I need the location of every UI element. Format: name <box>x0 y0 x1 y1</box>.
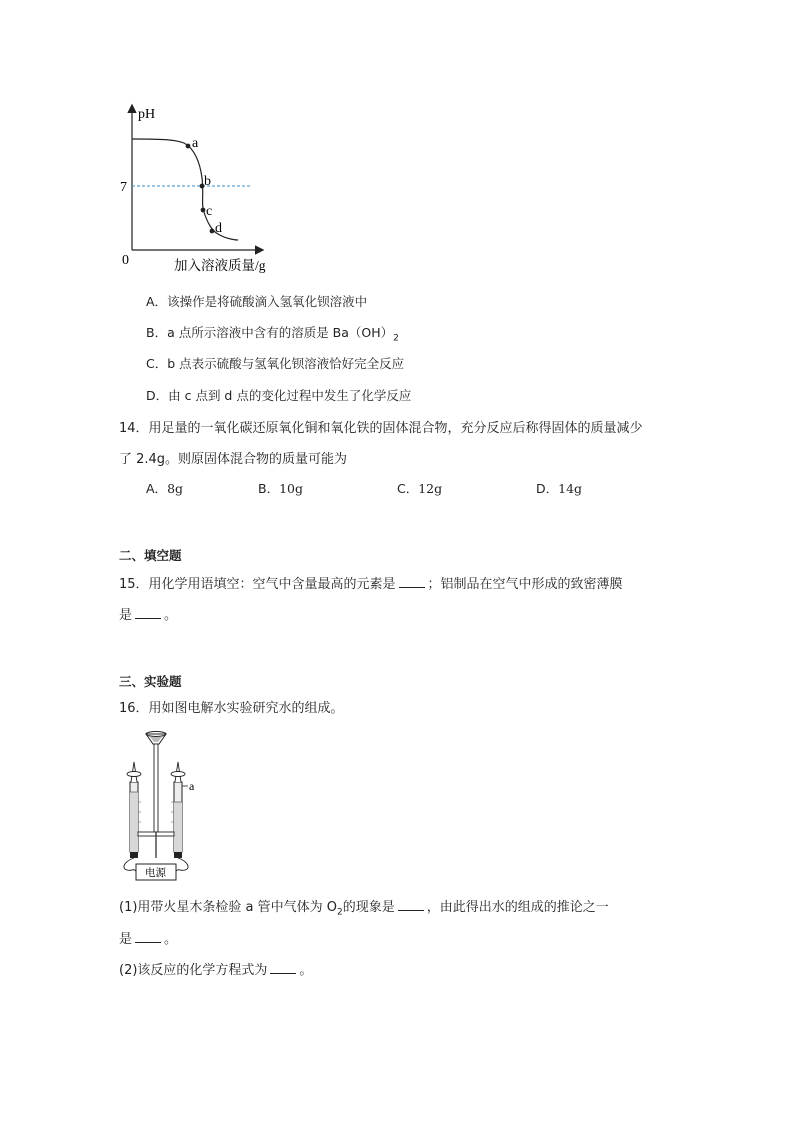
y-axis-label: pH <box>138 107 156 122</box>
answer-blank[interactable] <box>270 961 296 974</box>
point-label-d: d <box>215 221 222 236</box>
option-value: 12g <box>418 481 443 496</box>
q14-option-c <box>397 479 442 497</box>
option-letter: A． <box>146 481 168 496</box>
option-text: 该操作是将硫酸滴入氢氧化钡溶液中 <box>167 294 368 309</box>
q16-sub1-text-d: 是 <box>119 932 133 947</box>
option-value: 10g <box>279 481 303 496</box>
q15-text-a: 15．用化学用语填空：空气中含量最高的元素是 <box>119 577 396 592</box>
q15-text-b: ；铝制品在空气中形成的致密薄膜 <box>427 577 623 592</box>
answer-blank[interactable] <box>399 575 425 588</box>
q13-option-c <box>146 354 404 372</box>
point-label-a: a <box>192 136 199 151</box>
q16-sub1-text-b: 的现象是 <box>342 900 395 915</box>
q15-line1 <box>119 573 623 592</box>
answer-blank[interactable] <box>135 930 161 943</box>
q15-text-c: 是 <box>119 608 133 623</box>
left-stopcock <box>127 772 141 777</box>
option-letter: D． <box>146 388 169 403</box>
origin-label: 0 <box>122 253 129 268</box>
q13-option-a <box>146 292 367 310</box>
option-text: 由 c 点到 d 点的变化过程中发生了化学反应 <box>168 388 412 403</box>
q14-stem-line1: 14．用足量的一氧化碳还原氧化铜和氧化铁的固体混合物，充分反应后称得固体的质量减少 <box>119 421 643 436</box>
point-label-b: b <box>204 174 211 189</box>
electrolysis-apparatus-diagram <box>112 722 216 882</box>
point-label-c: c <box>206 204 213 219</box>
tube-a-label: a <box>189 779 195 793</box>
q14-option-b <box>258 479 303 497</box>
option-value: 14g <box>558 481 583 496</box>
ph-curve <box>132 139 238 240</box>
subscript: 2 <box>393 333 399 344</box>
power-supply-label: 电源 <box>145 867 166 879</box>
option-letter: D． <box>536 481 559 496</box>
section-3-title: 三、实验题 <box>119 674 182 689</box>
q14-option-d <box>536 479 582 497</box>
q14-option-a <box>146 479 183 497</box>
answer-blank[interactable] <box>398 898 424 911</box>
option-letter: B． <box>146 325 168 340</box>
q16-sub2-text-b: 。 <box>299 963 313 978</box>
option-text: b 点表示硫酸与氢氧化钡溶液恰好完全反应 <box>167 356 405 371</box>
subscript: 2 <box>337 907 343 918</box>
point-c <box>201 208 206 213</box>
point-a <box>186 144 191 149</box>
q16-sub1-text-a: (1)用带火星木条检验 a 管中气体为 O <box>119 900 338 915</box>
q13-option-d <box>146 386 411 404</box>
option-text: a 点所示溶液中含有的溶质是 Ba（OH） <box>167 325 394 340</box>
q16-sub1-text-c: ，由此得出水的组成的推论之一 <box>426 900 609 915</box>
option-letter: C． <box>146 356 168 371</box>
right-stopcock <box>171 772 185 777</box>
option-letter: A． <box>146 294 168 309</box>
q14-stem-line2: 了 2.4g。则原固体混合物的质量可能为 <box>119 452 348 467</box>
option-letter: B． <box>258 481 280 496</box>
q13-option-b <box>146 323 399 344</box>
middle-tube <box>154 744 158 832</box>
section-2-title: 二、填空题 <box>119 548 182 563</box>
q15-line2 <box>119 604 177 623</box>
x-axis-label: 加入溶液质量/g <box>174 258 266 273</box>
q15-text-d: 。 <box>164 608 178 623</box>
q16-sub1-text-e: 。 <box>164 932 178 947</box>
q16-sub1-line2 <box>119 928 177 947</box>
q16-sub2 <box>119 959 312 978</box>
q16-sub2-text-a: (2)该反应的化学方程式为 <box>119 963 268 978</box>
q16-stem: 16．用如图电解水实验研究水的组成。 <box>119 701 344 716</box>
ph-titration-graph <box>112 98 302 278</box>
option-letter: C． <box>397 481 419 496</box>
point-d <box>210 229 215 234</box>
answer-blank[interactable] <box>135 606 161 619</box>
y-seven-label: 7 <box>120 180 127 195</box>
q16-sub1-line1 <box>119 896 609 918</box>
option-value: 8g <box>167 481 184 496</box>
